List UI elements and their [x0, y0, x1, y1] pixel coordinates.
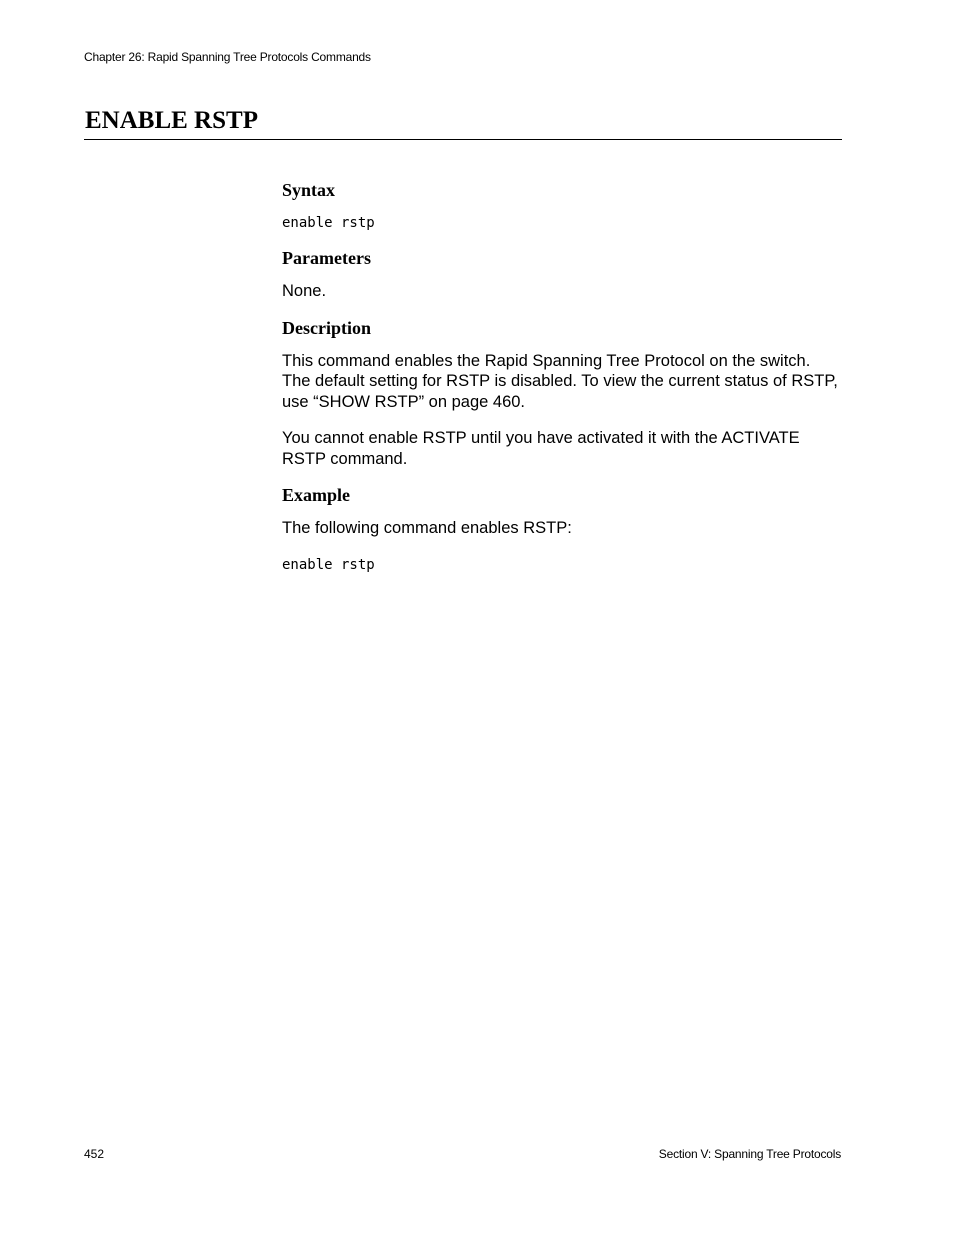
title-divider [84, 139, 842, 140]
page-title: ENABLE RSTP [85, 107, 258, 134]
example-text: The following command enables RSTP: [282, 519, 572, 537]
page-number: 452 [84, 1147, 105, 1161]
running-header: Chapter 26: Rapid Spanning Tree Protocols Commands [84, 50, 371, 64]
syntax-heading: Syntax [282, 180, 336, 200]
syntax-code: enable rstp [282, 215, 375, 231]
running-footer-section: Section V: Spanning Tree Protocols [658, 1147, 841, 1161]
description-section [282, 313, 842, 481]
example-heading: Example [282, 485, 351, 505]
syntax-section [282, 175, 842, 243]
description-paragraph-1: This command enables the Rapid Spanning Tree Protocol on the switch. The default setting for RSTP is disabled. To view the current status of RSTP, use “SHOW RSTP” on page 460. [282, 351, 838, 411]
description-heading: Description [282, 317, 371, 338]
example-section [282, 480, 842, 575]
parameters-heading: Parameters [282, 248, 371, 268]
parameters-section [282, 243, 842, 313]
parameters-text: None. [282, 282, 327, 300]
example-code: enable rstp [282, 556, 375, 573]
command-content [282, 175, 842, 575]
description-paragraph-2: You cannot enable RSTP until you have activated it with the ACTIVATE RSTP command. [282, 429, 800, 468]
